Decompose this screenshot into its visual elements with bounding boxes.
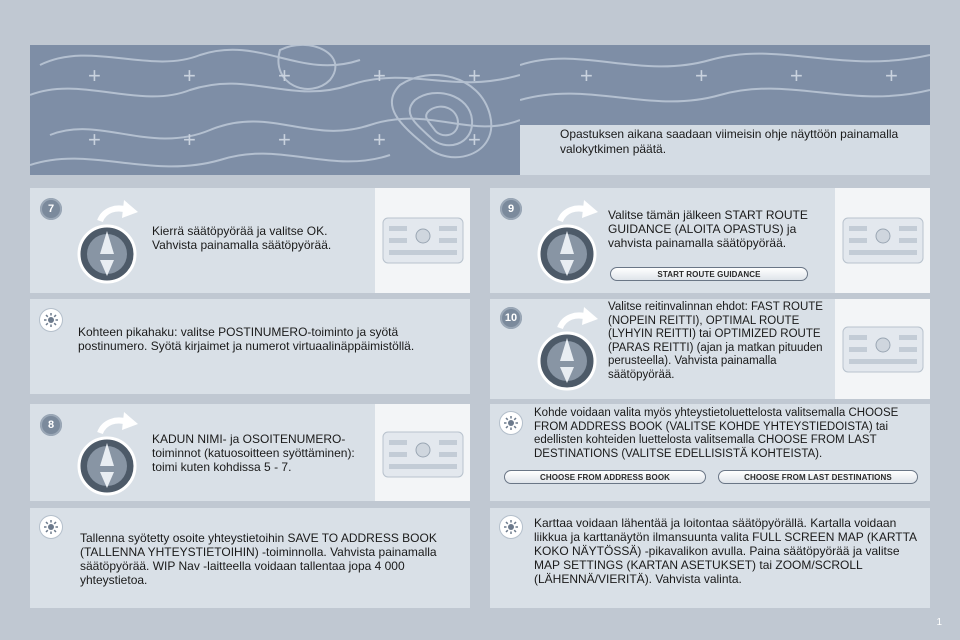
step-10-text: Valitse reitinvalinnan ehdot: FAST ROUTE (NOPEIN REITTI), OPTIMAL ROUTE (LYHYIN REITTI) tai OPTIMIZED ROUTE (PARAS REITTI) (ajan ja matkan pituuden perusteella). Vahvista painamalla säätöpyörää.: [608, 301, 823, 381]
step-9-text: Valitse tämän jälkeen START ROUTE GUIDANCE (ALOITA OPASTUS) ja vahvista painamalla säätöpyörää.: [608, 208, 808, 250]
svg-text:+: +: [278, 63, 291, 88]
map-banner: [30, 45, 930, 175]
tip-save-text: Tallenna syötetty osoite yhteystietoihin SAVE TO ADDRESS BOOK (TALLENNA YHTEYSTIETOIHIN) -toiminnolla. Vahvista painamalla säätöpyörää. WIP Nav -laitteella voidaan tallentaa jopa 4 000 yhteystietoa.: [80, 531, 437, 587]
step-number-badge: 7: [40, 198, 62, 220]
tip-map-text: Karttaa voidaan lähentää ja loitontaa säätöpyörällä. Kartalla voidaan liikkua ja karttanäytön ilmansuunta valita FULL SCREEN MAP (KARTTA KOKO NÄYTÖSSÄ) -pikavalikon avulla. Paina säätöpyörää ja valitse MAP SETTINGS (KARTAN ASETUKSET) tai ZOOM/SCROLL (LÄHENNÄ/VIERITÄ). Vahvista valinta.: [534, 516, 917, 586]
radio-unit-icon: [835, 188, 930, 293]
rotary-knob-icon: [532, 196, 612, 291]
svg-text:+: +: [790, 63, 803, 88]
step-number-badge: 9: [500, 198, 522, 220]
svg-text:+: +: [278, 127, 291, 152]
svg-text:+: +: [468, 63, 481, 88]
radio-unit-illustration: [835, 188, 930, 293]
lightbulb-icon: [40, 516, 62, 538]
step-8-text: KADUN NIMI- ja OSOITENUMERO-toiminnot (katuosoitteen syöttäminen): toimi kuten kohdissa 5 - 7.: [152, 432, 355, 474]
page-number: 1: [936, 617, 942, 628]
tip-postcode-panel: [30, 299, 470, 394]
radio-unit-illustration: [835, 299, 930, 399]
rotary-knob-icon: [72, 408, 152, 503]
step-7-text: Kierrä säätöpyörää ja valitse OK. Vahvista painamalla säätöpyörää.: [152, 224, 332, 252]
topographic-map-illustration: [30, 45, 520, 175]
choose-from-address-book-button[interactable]: CHOOSE FROM ADDRESS BOOK: [504, 470, 706, 484]
svg-text:+: +: [373, 63, 386, 88]
tip-postcode-text: Kohteen pikahaku: valitse POSTINUMERO-toiminto ja syötä postinumero. Syötä kirjaimet ja numerot virtuaalinäppäimistöllä.: [78, 325, 415, 353]
svg-text:+: +: [88, 127, 101, 152]
tip-address-book-panel: [490, 404, 930, 501]
radio-unit-illustration: [375, 188, 470, 293]
lightbulb-icon: [500, 412, 522, 434]
svg-text:+: +: [885, 63, 898, 88]
step-number-badge: 10: [500, 307, 522, 329]
radio-unit-illustration: [375, 404, 470, 501]
svg-text:+: +: [183, 127, 196, 152]
svg-text:+: +: [580, 63, 593, 88]
svg-text:+: +: [695, 63, 708, 88]
tip-address-book-text: Kohde voidaan valita myös yhteystietoluettelosta valitsemalla CHOOSE FROM ADDRESS BOOK (VALITSE KOHDE YHTEYSTIEDOISTA) tai edellisten kohteiden luettelosta valitsemalla CHOOSE FROM LAST DESTINATIONS (VALITSE EDELLISISTÄ KOHTEISTA).: [534, 407, 899, 460]
lightbulb-icon: [500, 516, 522, 538]
map-banner-right-illustration: [520, 45, 930, 125]
svg-text:+: +: [183, 63, 196, 88]
radio-unit-icon: [375, 404, 470, 501]
svg-text:+: +: [373, 127, 386, 152]
radio-unit-icon: [835, 299, 930, 399]
svg-text:+: +: [88, 63, 101, 88]
map-note-text: Opastuksen aikana saadaan viimeisin ohje näyttöön painamalla valokytkimen päätä.: [560, 127, 899, 156]
svg-text:+: +: [468, 127, 481, 152]
step-number-badge: 8: [40, 414, 62, 436]
lightbulb-icon: [40, 309, 62, 331]
rotary-knob-icon: [532, 303, 612, 398]
choose-from-last-destinations-button[interactable]: CHOOSE FROM LAST DESTINATIONS: [718, 470, 918, 484]
step-10-panel: [490, 299, 930, 399]
step-8-panel: [30, 404, 470, 501]
step-7-panel: [30, 188, 470, 293]
map-note-panel: [520, 125, 930, 175]
tip-map-panel: [490, 508, 930, 608]
step-9-panel: [490, 188, 930, 293]
start-route-guidance-button[interactable]: START ROUTE GUIDANCE: [610, 267, 808, 281]
radio-unit-icon: [375, 188, 470, 293]
tip-save-panel: [30, 508, 470, 608]
rotary-knob-icon: [72, 196, 152, 291]
